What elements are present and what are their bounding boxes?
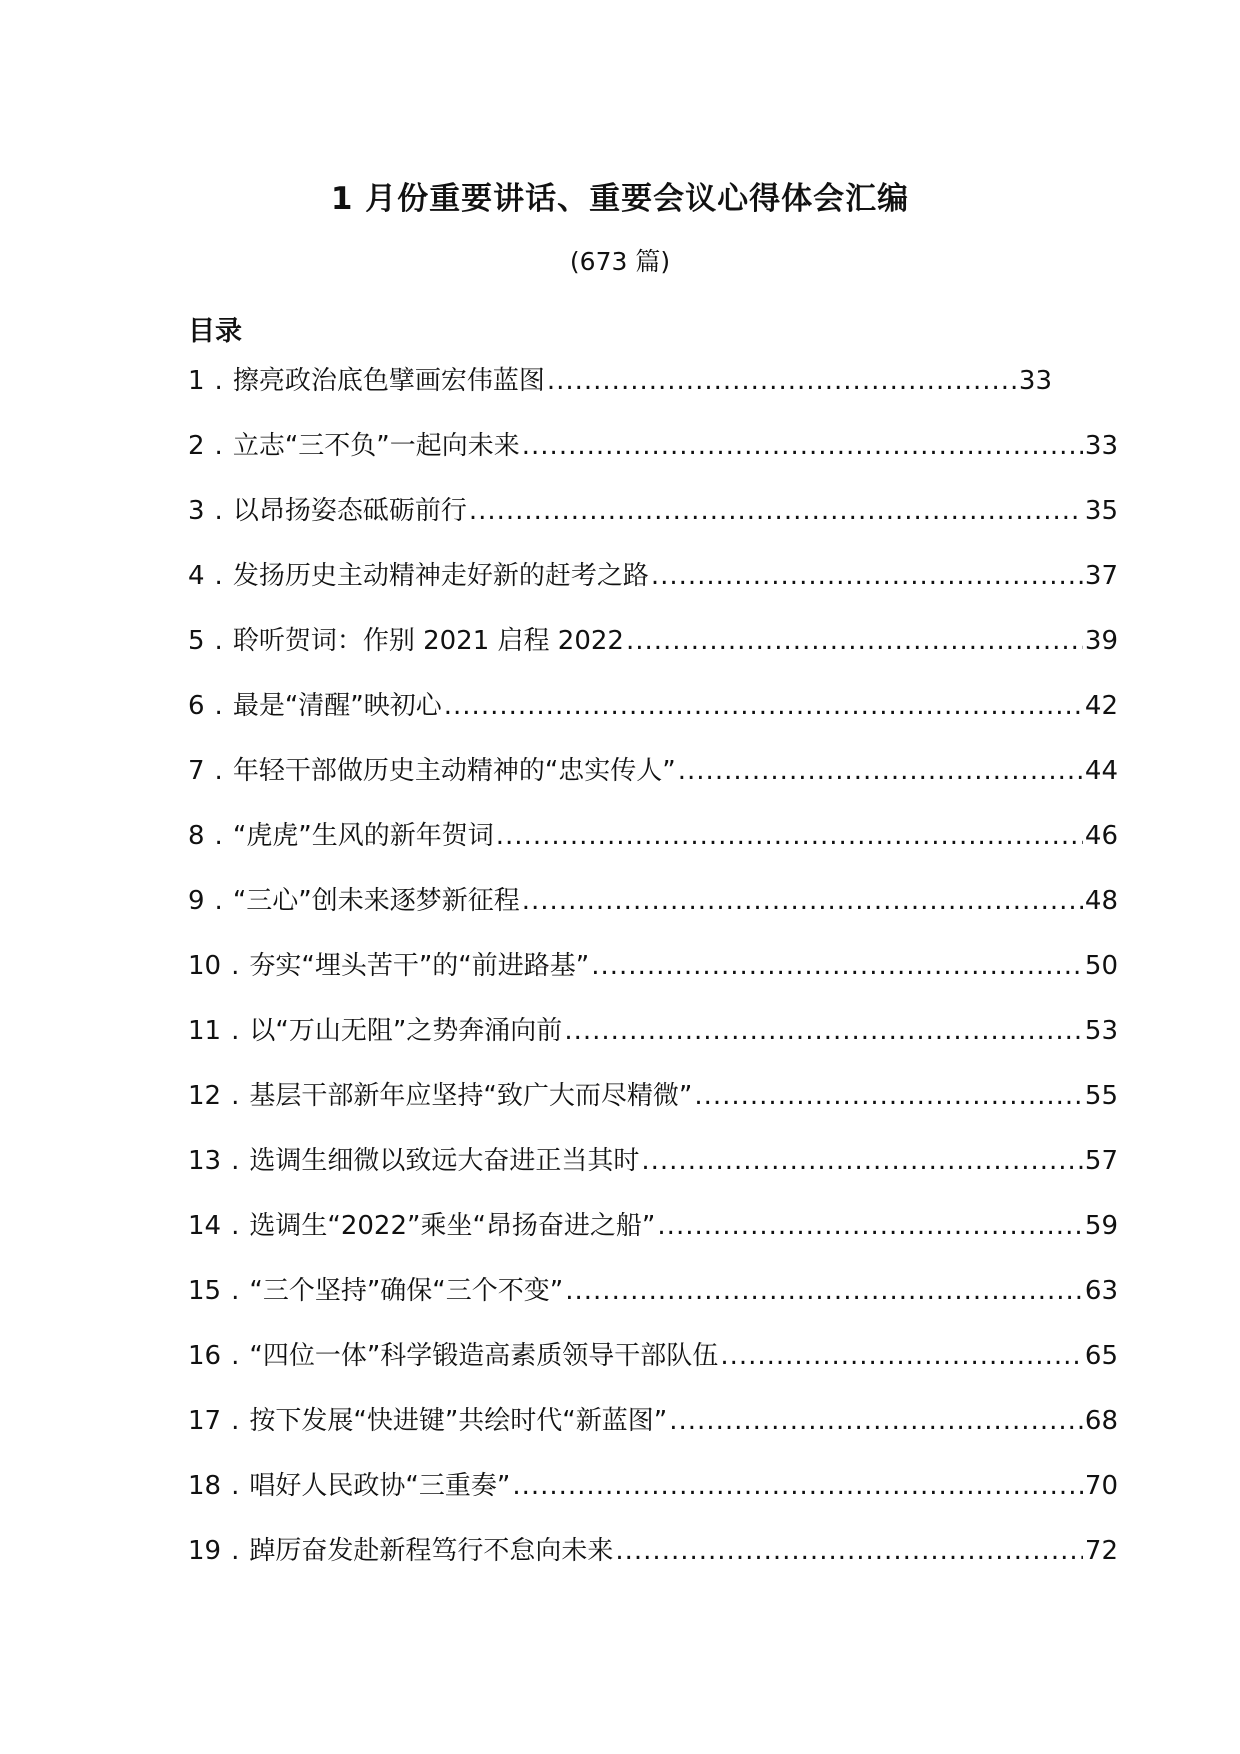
toc-entry-separator: .	[231, 1211, 240, 1241]
toc-entry-page: 72	[1084, 1536, 1118, 1566]
toc-entry[interactable]	[188, 555, 1118, 620]
toc-entry-number: 6	[188, 691, 205, 721]
toc-entry-separator: .	[231, 1536, 240, 1566]
toc-entry-leader	[522, 886, 1083, 916]
toc-entry-separator: .	[231, 951, 240, 981]
toc-entry-title: 基层干部新年应坚持“致广大而尽精微”	[249, 1081, 693, 1111]
toc-entry-title: 踔厉奋发赴新程笃行不怠向未来	[249, 1536, 614, 1566]
toc-entry-title: 按下发展“快进键”共绘时代“新蓝图”	[249, 1406, 668, 1436]
toc-entry-separator: .	[214, 821, 223, 851]
toc-entry-page: 53	[1084, 1016, 1118, 1046]
toc-entry-leader	[591, 951, 1083, 981]
toc-entry-leader	[678, 756, 1083, 786]
toc-entry-number: 1	[188, 366, 205, 396]
toc-entry-separator: .	[231, 1276, 240, 1306]
toc-entry-page: 50	[1084, 951, 1118, 981]
toc-entry-separator: .	[214, 431, 223, 461]
toc-entry-title: 擦亮政治底色擘画宏伟蓝图	[232, 366, 545, 396]
toc-entry-page: 46	[1084, 821, 1118, 851]
toc-entry-number: 2	[188, 431, 205, 461]
toc-entry-leader	[469, 496, 1083, 526]
toc-entry-number: 4	[188, 561, 205, 591]
toc-entry-page: 33	[1084, 431, 1118, 461]
toc-entry-page: 57	[1084, 1146, 1118, 1176]
toc-entry-title: 年轻干部做历史主动精神的“忠实传人”	[232, 756, 676, 786]
table-of-contents	[188, 360, 1118, 1595]
toc-entry-page: 68	[1084, 1406, 1118, 1436]
toc-entry[interactable]	[188, 1270, 1118, 1335]
toc-entry-page: 33	[1018, 366, 1052, 396]
toc-entry-number: 9	[188, 886, 205, 916]
toc-entry-separator: .	[214, 626, 223, 656]
toc-entry-separator: .	[231, 1016, 240, 1046]
toc-entry-separator: .	[231, 1081, 240, 1111]
toc-entry-title: “三心”创未来逐梦新征程	[232, 886, 520, 916]
toc-entry-page: 65	[1084, 1341, 1118, 1371]
toc-entry-number: 19	[188, 1536, 222, 1566]
toc-entry-title: 聆听贺词：作别 2021 启程 2022	[232, 626, 624, 656]
toc-entry-title: “三个坚持”确保“三个不变”	[249, 1276, 564, 1306]
toc-entry-leader	[626, 626, 1083, 656]
toc-entry[interactable]	[188, 620, 1118, 685]
toc-entry[interactable]	[188, 880, 1118, 945]
toc-entry-leader	[512, 1471, 1083, 1501]
toc-entry-separator: .	[231, 1471, 240, 1501]
toc-entry-leader	[694, 1081, 1083, 1111]
toc-entry-number: 10	[188, 951, 222, 981]
toc-entry-title: “四位一体”科学锻造高素质领导干部队伍	[249, 1341, 719, 1371]
toc-entry-number: 12	[188, 1081, 222, 1111]
toc-entry[interactable]	[188, 750, 1118, 815]
toc-entry-separator: .	[214, 496, 223, 526]
toc-entry-page: 35	[1084, 496, 1118, 526]
toc-entry-title: 以“万山无阻”之势奔涌向前	[249, 1016, 563, 1046]
toc-entry-number: 8	[188, 821, 205, 851]
toc-entry-number: 17	[188, 1406, 222, 1436]
toc-entry-title: “虎虎”生风的新年贺词	[232, 821, 494, 851]
toc-entry[interactable]	[188, 1530, 1118, 1595]
document-subtitle: (673 篇)	[569, 247, 671, 276]
toc-entry-number: 14	[188, 1211, 222, 1241]
toc-heading: 目录	[188, 316, 242, 347]
toc-entry[interactable]	[188, 1205, 1118, 1270]
toc-entry[interactable]	[188, 425, 1118, 490]
toc-entry-separator: .	[214, 691, 223, 721]
toc-entry-title: 选调生细微以致远大奋进正当其时	[249, 1146, 640, 1176]
toc-entry-leader	[444, 691, 1083, 721]
toc-entry-leader	[720, 1341, 1083, 1371]
toc-entry-number: 7	[188, 756, 205, 786]
toc-entry-leader	[641, 1146, 1083, 1176]
toc-entry-page: 39	[1084, 626, 1118, 656]
toc-entry[interactable]	[188, 490, 1118, 555]
toc-entry[interactable]	[188, 1010, 1118, 1075]
toc-entry[interactable]	[188, 360, 1052, 425]
toc-entry-page: 55	[1084, 1081, 1118, 1111]
toc-entry-title: 最是“清醒”映初心	[232, 691, 442, 721]
toc-entry-separator: .	[214, 886, 223, 916]
toc-entry-separator: .	[214, 561, 223, 591]
toc-entry-number: 13	[188, 1146, 222, 1176]
toc-entry-title: 选调生“2022”乘坐“昂扬奋进之船”	[249, 1211, 656, 1241]
toc-entry-title: 夯实“埋头苦干”的“前进路基”	[249, 951, 590, 981]
toc-entry-number: 3	[188, 496, 205, 526]
toc-entry-leader	[547, 366, 1017, 396]
toc-entry-leader	[565, 1276, 1083, 1306]
toc-entry-separator: .	[214, 366, 223, 396]
toc-entry-page: 42	[1084, 691, 1118, 721]
toc-entry-leader	[522, 431, 1083, 461]
toc-entry-title: 发扬历史主动精神走好新的赶考之路	[232, 561, 649, 591]
toc-entry-title: 以昂扬姿态砥砺前行	[232, 496, 467, 526]
toc-entry-page: 70	[1084, 1471, 1118, 1501]
toc-entry-number: 18	[188, 1471, 222, 1501]
toc-entry-leader	[657, 1211, 1082, 1241]
toc-entry-separator: .	[231, 1406, 240, 1436]
toc-entry-separator: .	[231, 1341, 240, 1371]
toc-entry-number: 5	[188, 626, 205, 656]
toc-entry-leader	[615, 1536, 1083, 1566]
toc-entry-number: 15	[188, 1276, 222, 1306]
toc-entry[interactable]	[188, 1075, 1118, 1140]
toc-entry-leader	[564, 1016, 1083, 1046]
toc-entry-leader	[651, 561, 1083, 591]
toc-entry-page: 37	[1084, 561, 1118, 591]
toc-entry-page: 48	[1084, 886, 1118, 916]
toc-entry-page: 44	[1084, 756, 1118, 786]
toc-entry[interactable]	[188, 1465, 1118, 1530]
toc-entry-leader	[496, 821, 1083, 851]
toc-entry[interactable]	[188, 1400, 1118, 1465]
toc-entry-title: 唱好人民政协“三重奏”	[249, 1471, 511, 1501]
toc-entry-separator: .	[231, 1146, 240, 1176]
toc-entry-page: 59	[1084, 1211, 1118, 1241]
toc-entry[interactable]	[188, 815, 1118, 880]
document-title: 1 月份重要讲话、重要会议心得体会汇编	[330, 181, 910, 217]
toc-entry[interactable]	[188, 945, 1118, 1010]
toc-entry[interactable]	[188, 685, 1118, 750]
toc-entry-separator: .	[214, 756, 223, 786]
toc-entry-page: 63	[1084, 1276, 1118, 1306]
toc-entry-title: 立志“三不负”一起向未来	[232, 431, 520, 461]
toc-entry[interactable]	[188, 1335, 1118, 1400]
toc-entry[interactable]	[188, 1140, 1118, 1205]
toc-entry-number: 11	[188, 1016, 222, 1046]
toc-entry-leader	[669, 1406, 1083, 1436]
toc-entry-number: 16	[188, 1341, 222, 1371]
